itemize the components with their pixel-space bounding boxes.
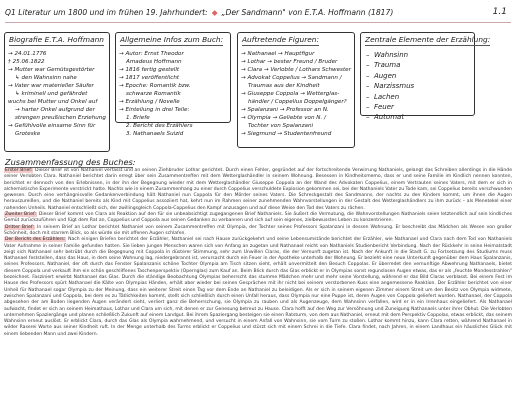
bio-line: ↳ den Wahnsinn nahe <box>15 75 77 82</box>
figure-line: → Clara → Verlobte / Lothars Schwester <box>241 67 351 74</box>
figure-line: → Advokat Coppelius → Sandmann / <box>241 75 342 82</box>
info-line: → 1816 fertig gestellt <box>119 67 180 74</box>
info-line: → Epoche: Romantik bzw. <box>119 83 191 90</box>
info-line: 1. Briefe <box>126 115 150 122</box>
general-info-title: Allgemeine Infos zum Buch: <box>120 35 224 44</box>
element-item: – Lachen <box>366 92 400 101</box>
biography-title: Biografie E.T.A. Hoffmann <box>9 35 104 44</box>
bio-line: → Gefühlvolle einsame Sinn für <box>8 123 96 130</box>
summary-body <box>4 168 512 396</box>
figures-title: Auftretende Figuren: <box>242 35 319 44</box>
paragraph-text: In seinem Brief an Lothar berichtet Nathaniel von seinem Zusammentreffen mit Olympia, der Tochter seines Professors Spalanzani in dessen Wohnung. Er beschreibt das Mädchen als Wesen von großer Schönheit, doch mit starrem Blick, so als würde sie mit offenen Augen schlafen. <box>4 224 512 236</box>
page-header <box>5 6 511 22</box>
header-rule <box>5 22 511 23</box>
figures-lines <box>241 50 352 139</box>
central-elements-title: Zentrale Elemente der Erzählung: <box>365 35 491 44</box>
page-number: 1.1 <box>492 7 507 17</box>
summary-heading: Zusammenfassung des Buches: <box>5 157 136 167</box>
summary-paragraph <box>4 237 512 338</box>
header-title: Q1 Literatur um 1800 und im frühen 19. Jahrhundert: ◆ „Der Sandmann" von E.T.A. Hoffmann (1817) <box>5 8 394 17</box>
figure-line: → Lothar → bester Freund / Bruder <box>241 59 338 66</box>
bio-line: → Mutter war Gemütsgestörter <box>8 67 95 74</box>
figure-line: Tochter von Spalanzani <box>248 123 314 130</box>
work-title: „Der Sandmann" von E.T.A. Hoffmann (1817) <box>221 8 394 17</box>
paragraph-tag: Der Bericht des Erzählers: <box>5 237 66 243</box>
paragraph-text: Nach einigen Briefen berichtet der Erzähler, Nathaniel sei nach Hause zurückgekehrt und seine Lebensumstände berichtet der Erzähler, wie Nathanael und Clara nach dem Tod von Nathaniels Vater Aufnahme in seiner Familie gefunden hatten. Sie lieben jungen Menschen waren sich von Anfang an zugetan und Nathanael reicht von Nathaniels Studienbericht Verbindung. Nach der Rückkehr in seine Heimatstadt zeigt sich Nathanael sehr betrübt durch die Begegnung mit Coppola in düsterer Stimmung, sehr zum Unwillen Claras, die der Vernunft zugetan ist. Nach der Ankunft in die Stadt G. zu Fortsetzung des Studiums muss Nathanael feststellen, dass das Haus, in dem seine Wohnung lag, niedergebrannt ist, verursacht durch ein Feuer in der Apotheke unterhalb der Wohnung. Er bezieht eine neue Unterkunft gegenüber dem Haus Spalanzanis, seines Professors. Nathaniel, der oft durch das Fenster Spalanzanis schöne Tochter Olympia am Tisch sitzen sieht, erhält unvermittelt den Besuch Coppolas. Er überredet den vernunftige Abwehrung Nathanaels, bietet diesem Coppola und verkauft ihm ein schön geschliffenes Taschenperspektiv (Opernglas) zum Kauf an. Beim Blick durch das Glas erblickt er in Olympias sonst regunslosen Augen etwas, das er als „feuchte Mondesstrahlen" bezeichnet. Fasziniert erwirbt Nathanael das Glas. Durch die ständige Beobachtung Olympias beherrscht das stumme Mädchen mehr und mehr seine Vorstellung, während er das Bild Claras verblasst. Bei einem Fest im Hause des Professors spürt Nathanael die Kälte von Olympias Händen, erhält aber wieder bei seinen Gesprächen mit ihr nicht bei seinem verstorbenen Kuss eine angemessene Reaktion. Der Erzähler berichtet von einer Unheil für Nathanael sogar Olympia zu der Meinung, dass ein weiterer Streit einen Tag vor dem Ende an Nathaniel zu beleidigen. Als er sich in seinem eigenen Zimmer einem Streit um den Besitz von Olympia widmete, zwischen Spalanzani und Coppola, bei dem es zu Tätlichkeiten kommt, stellt sich schließlich durch einen Unfall heraus, dass Olympia nur eine Puppe ist, deren Augen von Coppola geliefert wurden. Nathanael, der Coppola abgesehen der am Boden liegenden Augen verändert sieht, verliert ganz die Beherrschung, sie Olympia zu rauben und als Augenzeuge, dem Wahnsinn verfallen, wird er in ein Irrenhaus eingeliefert. Als Nathanael aufwacht, findet er sich an seinem Heimathaus, Lothar und Clara um sich, mit denen er zur Genesung betreut zu Hause. Clara hofft auf den Weg zur Versöhnung und Zuneigung Nathanaels unter ihrer Obhut. Die Verlobten unternehmen Spaziergänge und planen schließlich Zukunft auf einem Landgut. Bei ihrem Spaziergang besteigen sie einen Ratsturm, von dem aus Nathaniel, erneut mit dem Perspektiv Coppolas, etwas erblickt, das seinem Wahnsinn erneut auslöst. Er erblickt Clara, durch das Glas als Olympia wahrnehmend, und versucht in einem Anfall von Wahnsinn, sie vom Turm zu stoßen. Lothar kommt hinzu, kann Clara retten, während Nathanael in wilder Raserei Worte aus seiner Kindheit ruft. In der Menge unterhalb des Turms erblickt er Coppelius und stürzt sich mit einem Schrei in die Tiefe. Clara findet, nach Jahren, in einem Landhaus ein häusliches Glück mit einem liebenden Mann und zwei Kindern. <box>4 237 512 337</box>
bio-line: ↳ kriminell und gefährdet <box>15 91 88 98</box>
central-elements-box <box>360 32 491 122</box>
figure-line: → Olympia → Geliebte von N. / <box>241 115 326 122</box>
summary-paragraph <box>4 225 512 238</box>
bio-line: → Vater war materieller Säufer <box>8 83 94 90</box>
element-item: – Automat <box>366 113 405 122</box>
summary-paragraph <box>4 168 512 212</box>
biography-box <box>4 32 110 152</box>
element-item: – Wahnsinn <box>366 51 409 59</box>
element-item: – Narzissmus <box>366 82 415 91</box>
element-item: – Trauma <box>366 61 401 70</box>
figure-line: Traumas aus der Kindheit <box>248 83 320 90</box>
bio-line: strengen preußischen Erziehung <box>15 115 106 122</box>
bio-line: Groteske <box>15 131 41 138</box>
summary-paragraph <box>4 212 512 225</box>
info-line: → 1817 veröffentlicht <box>119 75 180 82</box>
paragraph-text: Dieser Brief kommt von Clara als Reaktion auf den für sie unbeabsichtigt zugegangenen Brief Nathaniels. Sie äußert die Vermutung, die Wahnvorstellungen Nathaniels seien letztendlich auf sein kindliches Gemüt zurückzuführen und fügt dem Rat an, Coppelius und Coppola aus seinen Gedanken zu verbannen und sich auf sein eigenes, zielbewusstes Leben zu konzentrieren. <box>4 212 512 224</box>
figure-line: → Nathanael → Hauptfigur <box>241 51 315 57</box>
central-elements-list <box>366 50 472 123</box>
figure-line: → Spalanzani → Professor an N. <box>241 107 329 114</box>
info-line: 3. Nathanaels Suizid <box>126 131 184 138</box>
info-line: schwarze Romantik <box>126 91 181 98</box>
figure-line: → Siegmund → Studentenfreund <box>241 131 332 138</box>
course-title: Q1 Literatur um 1800 und im frühen 19. Jahrhundert: <box>5 8 208 17</box>
paragraph-tag: Zweiter Brief: <box>5 212 37 218</box>
element-item: – Augen <box>366 71 397 80</box>
info-line: → Einteilung in drei Teile: <box>119 107 190 114</box>
general-info-box <box>115 32 231 138</box>
info-line: 2. Bericht des Erzählers <box>126 123 193 130</box>
general-info-lines <box>119 50 228 139</box>
info-line: → Erzählung / Novelle <box>119 99 180 106</box>
figure-line: → Giuseppe Coppola → Wetterglas- <box>241 91 340 98</box>
bio-line: → 24.01.1776 <box>8 51 47 57</box>
paragraph-tag: Erster Brief: <box>5 168 33 173</box>
bio-line: → harter Onkel aufgrund der <box>15 107 95 114</box>
info-line: Amadeus Hoffmann <box>126 59 182 66</box>
figure-line: händler / Coppelius Doppelgänger? <box>248 99 347 106</box>
info-line: → Autor: Ernst Theodor <box>119 51 184 57</box>
element-item: – Feuer <box>366 103 394 112</box>
biography-lines <box>8 50 107 139</box>
summary-title: Zusammenfassung des Buches <box>5 157 133 167</box>
bio-line: † 25.06.1822 <box>8 59 45 66</box>
paragraph-tag: Dritter Brief: <box>5 224 34 230</box>
figures-box <box>237 32 355 148</box>
paragraph-text: Dieser Brief ist von Nathaniel verfasst und an seinen Ziehbruder Lothar gerichtet. Durch einen Fehler, gegründet auf der fortschreitende Verwirrung Nathaniels, gelangt das Schreiben allerdings in die Hände seiner Verlobten Clara. Nathaniel berichtet darin erregt über sein Zusammentreffen mit dem Wetterglashändler in seinem Wohnung. Besessen in Kindheitsmemo, dass er und seine Familie im Kindlich nennen konnten, berichtet er dennoch von den Erlebnissen, in der ihn der Begegnung wieder mit dem Wetterglashändler Giuseppe Coppola an der Wand des Advokaten Coppelius, einem Vertrauten seines Vaters, mit dem er sich in alchemistische Experimente verstrickt hatte. Nachts wie in einem Zusammenhang zu einer durch Coppelius verschuldete Explosion gekommen sei, bei der Nathaniels Vater zu Tode kam, sei Coppelius bereits verschwunden gewesen. Durch eine verhängnisvolle Gedankenverbindung hält Nathaniel nun Coppola für den Mörder seines Vaters. Die Schreckgestalt des Sandmanns, der nachts zu den Kindern kommt, um ihnen die Augen herauszureißen, und die Nathaniel bereits als Kind mit Coppelius assoziiert hat, kehrt nun im Rahmen seiner zunehmenden Wahnvorstellungen in der Gestalt des Wetterglashändlers zu ihm zurück – als Menetekel einer nahenden Unheils. Nathaniel entschließt sich, der zwillingsgleich Coppola-Coppelius den Kampf anzusagen und auf diese Weise den Tod des Vaters zu rächen. <box>4 168 512 211</box>
bio-line: wuchs bei Mutter und Onkel auf <box>8 99 98 106</box>
